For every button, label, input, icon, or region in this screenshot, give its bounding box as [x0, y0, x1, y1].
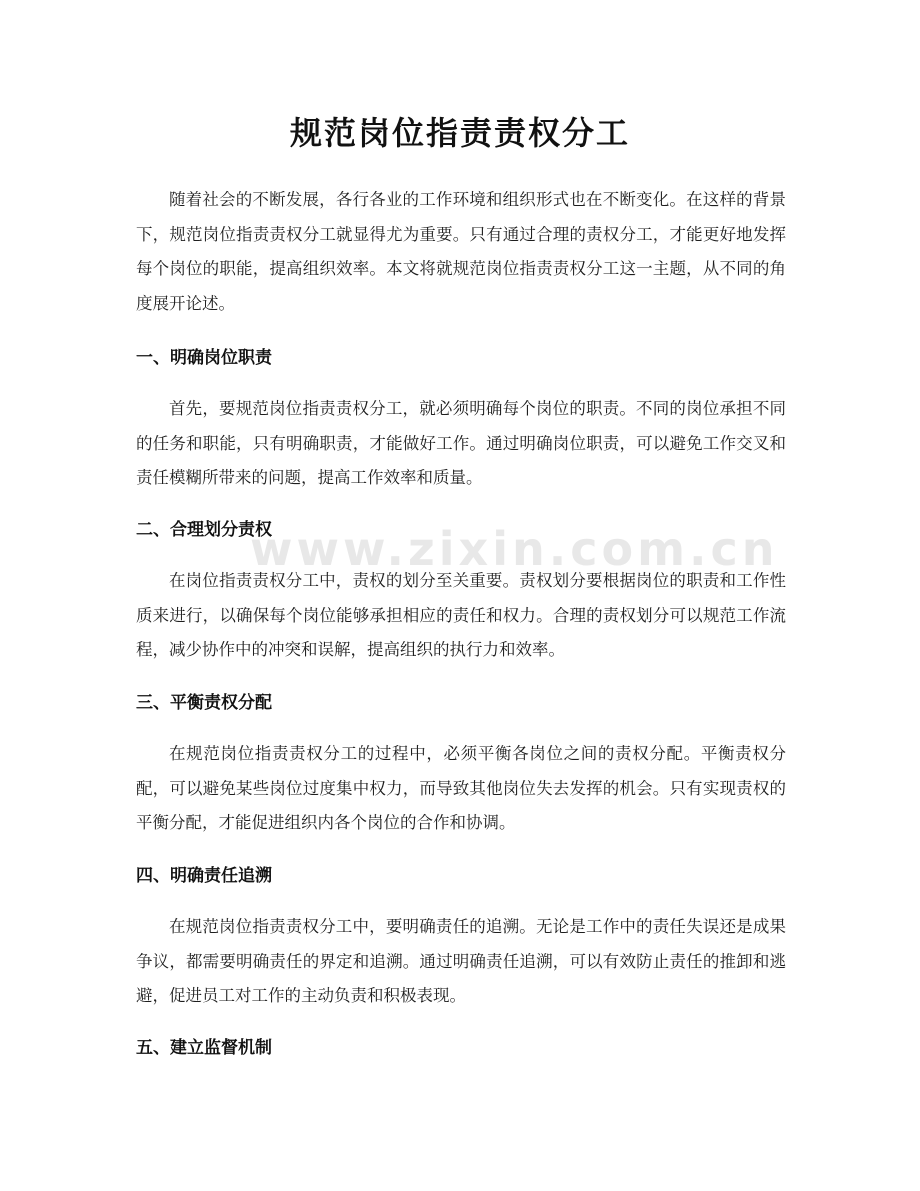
section-heading-1: 一、明确岗位职责 — [136, 348, 272, 368]
section-body-1: 首先，要规范岗位指责责权分工，就必须明确每个岗位的职责。不同的岗位承担不同的任务和职能，只有明确职责，才能做好工作。通过明确岗位职责，可以避免工作交叉和责任模糊所带来的问题，提高工作效率和质量。 — [136, 399, 786, 487]
section-heading-4: 四、明确责任追溯 — [136, 866, 272, 886]
section-body-3: 在规范岗位指责责权分工的过程中，必须平衡各岗位之间的责权分配。平衡责权分配，可以避免某些岗位过度集中权力，而导致其他岗位失去发挥的机会。只有实现责权的平衡分配，才能促进组织内各个岗位的合作和协调。 — [136, 744, 786, 832]
section-body-2: 在岗位指责责权分工中，责权的划分至关重要。责权划分要根据岗位的职责和工作性质来进行，以确保每个岗位能够承担相应的责任和权力。合理的责权划分可以规范工作流程，减少协作中的冲突和误解，提高组织的执行力和效率。 — [136, 571, 786, 659]
intro-paragraph: 随着社会的不断发展，各行各业的工作环境和组织形式也在不断变化。在这样的背景下，规范岗位指责责权分工就显得尤为重要。只有通过合理的责权分工，才能更好地发挥每个岗位的职能，提高组织效率。本文将就规范岗位指责责权分工这一主题，从不同的角度展开论述。 — [136, 190, 786, 313]
document-title: 规范岗位指责责权分工 — [289, 114, 630, 152]
section-heading-2: 二、合理划分责权 — [136, 520, 272, 540]
section-body-4: 在规范岗位指责责权分工中，要明确责任的追溯。无论是工作中的责任失误还是成果争议，都需要明确责任的界定和追溯。通过明确责任追溯，可以有效防止责任的推卸和逃避，促进员工对工作的主动负责和积极表现。 — [136, 917, 786, 1005]
section-heading-3: 三、平衡责权分配 — [136, 693, 272, 713]
watermark: www.zixin.com.cn — [250, 522, 779, 576]
section-heading-5: 五、建立监督机制 — [136, 1038, 272, 1058]
